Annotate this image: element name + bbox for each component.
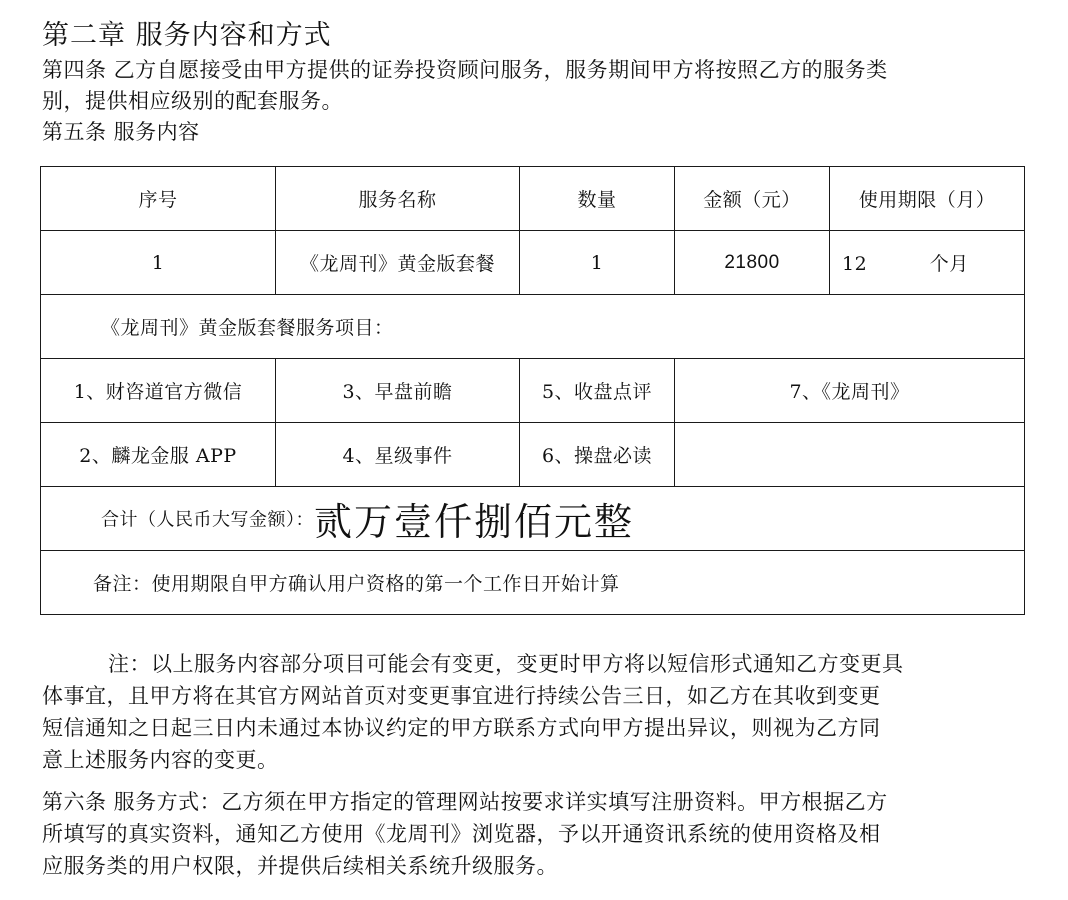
service-table bbox=[40, 166, 1025, 615]
article-6-line-2: 所填写的真实资料，通知乙方使用《龙周刊》浏览器，予以开通资讯系统的使用资格及相 bbox=[42, 822, 881, 846]
list-item: 3、早盘前瞻 bbox=[276, 359, 520, 423]
row-index: 1 bbox=[41, 231, 276, 295]
total-amount-words: 贰万壹仟捌佰元整 bbox=[314, 500, 635, 544]
note-line-2: 体事宜，且甲方将在其官方网站首页对变更事宜进行持续公告三日，如乙方在其收到变更 bbox=[42, 684, 881, 708]
chapter-title: 第二章 服务内容和方式 bbox=[42, 20, 332, 51]
list-item: 5、收盘点评 bbox=[520, 359, 675, 423]
items-title: 《龙周刊》黄金版套餐服务项目： bbox=[41, 295, 1025, 359]
article-5-title: 第五条 服务内容 bbox=[42, 120, 200, 144]
total-cell bbox=[41, 487, 1025, 551]
period-unit: 个月 bbox=[929, 253, 969, 275]
empty-cell bbox=[675, 423, 1025, 487]
items-row-1 bbox=[41, 359, 1025, 423]
items-title-row bbox=[41, 295, 1025, 359]
note-line-1: 注：以上服务内容部分项目可能会有变更，变更时甲方将以短信形式通知乙方变更具 bbox=[108, 652, 904, 676]
note-line-3: 短信通知之日起三日内未通过本协议约定的甲方联系方式向甲方提出异议，则视为乙方同 bbox=[42, 716, 881, 740]
list-item: 2、麟龙金服 APP bbox=[41, 423, 276, 487]
header-index: 序号 bbox=[41, 167, 276, 231]
period-value: 12 bbox=[842, 253, 868, 275]
row-amount: 21800 bbox=[675, 231, 830, 295]
header-service-name: 服务名称 bbox=[276, 167, 520, 231]
total-label: 合计（人民币大写金额）： bbox=[101, 509, 314, 531]
list-item: 7、《龙周刊》 bbox=[675, 359, 1025, 423]
remark-row bbox=[41, 551, 1025, 615]
article-4-line-2: 别，提供相应级别的配套服务。 bbox=[42, 89, 343, 113]
note-line-4: 意上述服务内容的变更。 bbox=[42, 748, 279, 772]
header-quantity: 数量 bbox=[520, 167, 675, 231]
list-item: 6、操盘必读 bbox=[520, 423, 675, 487]
header-amount: 金额（元） bbox=[675, 167, 830, 231]
header-period: 使用期限（月） bbox=[830, 167, 1025, 231]
list-item: 1、财咨道官方微信 bbox=[41, 359, 276, 423]
article-6-line-1: 第六条 服务方式：乙方须在甲方指定的管理网站按要求详实填写注册资料。甲方根据乙方 bbox=[42, 790, 888, 814]
row-quantity: 1 bbox=[520, 231, 675, 295]
article-6-line-3: 应服务类的用户权限，并提供后续相关系统升级服务。 bbox=[42, 854, 558, 878]
row-period bbox=[830, 231, 1025, 295]
remark: 备注：使用期限自甲方确认用户资格的第一个工作日开始计算 bbox=[41, 551, 1025, 615]
table-header-row bbox=[41, 167, 1025, 231]
row-service-name: 《龙周刊》黄金版套餐 bbox=[276, 231, 520, 295]
total-row bbox=[41, 487, 1025, 551]
list-item: 4、星级事件 bbox=[276, 423, 520, 487]
items-row-2 bbox=[41, 423, 1025, 487]
article-4-line-1: 第四条 乙方自愿接受由甲方提供的证券投资顾问服务，服务期间甲方将按照乙方的服务类 bbox=[42, 58, 888, 82]
table-row bbox=[41, 231, 1025, 295]
